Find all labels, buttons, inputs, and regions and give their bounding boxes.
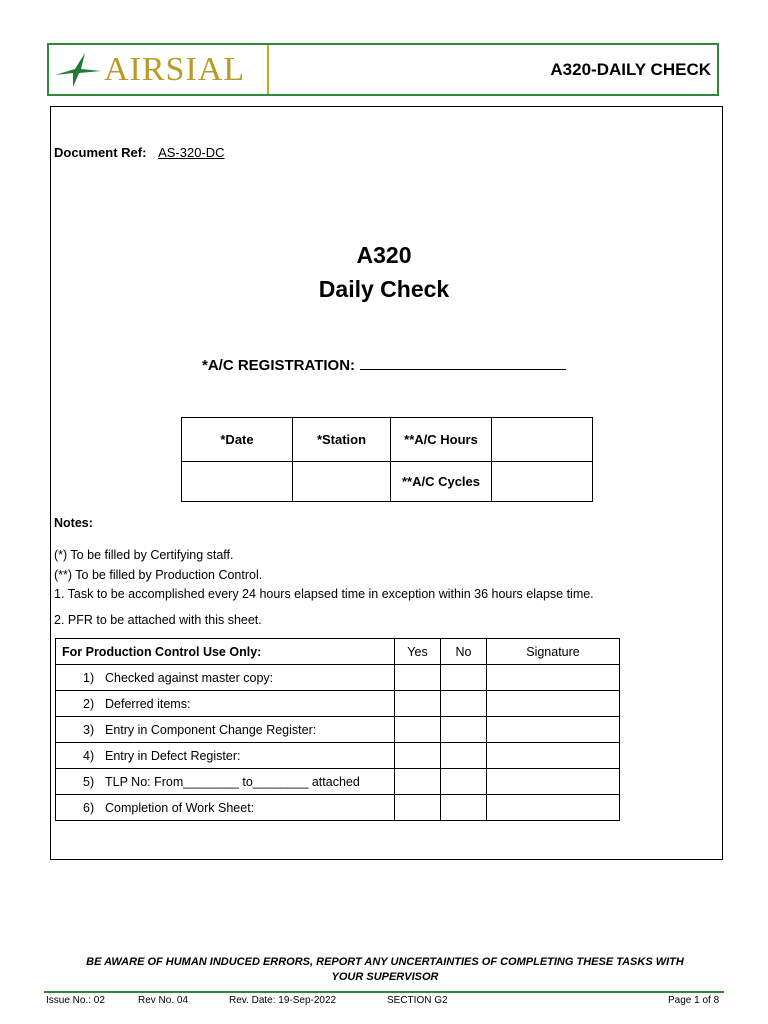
ac-cycles-field[interactable] (492, 462, 593, 502)
signature-cell[interactable] (487, 743, 620, 769)
registration-field (202, 355, 566, 374)
signature-cell[interactable] (487, 717, 620, 743)
no-cell[interactable] (441, 795, 487, 821)
row-label: Checked against master copy: (105, 670, 274, 685)
ac-cycles-label: **A/C Cycles (391, 462, 492, 502)
footer-section: SECTION G2 (387, 995, 448, 1006)
row-number: 6) (83, 800, 95, 815)
yes-cell[interactable] (395, 795, 441, 821)
notes-title: Notes: (54, 516, 93, 530)
station-header: *Station (293, 418, 391, 462)
yes-cell[interactable] (395, 743, 441, 769)
table-row (56, 665, 620, 691)
row-label: Entry in Defect Register: (105, 748, 241, 763)
row-label: TLP No: From________ to________ attached (105, 774, 360, 789)
note-item: (*) To be filled by Certifying staff. (54, 548, 234, 562)
no-cell[interactable] (441, 743, 487, 769)
no-cell[interactable] (441, 691, 487, 717)
row-number: 5) (83, 774, 95, 789)
row-label: Entry in Component Change Register: (105, 722, 317, 737)
production-control-table (55, 638, 620, 821)
ac-hours-field[interactable] (492, 418, 593, 462)
footer-page: Page 1 of 8 (668, 995, 720, 1006)
note-item: (**) To be filled by Production Control. (54, 568, 263, 582)
date-field[interactable] (182, 462, 293, 502)
table-row (56, 769, 620, 795)
row-number: 4) (83, 748, 95, 763)
signature-header: Signature (487, 639, 620, 665)
yes-cell[interactable] (395, 769, 441, 795)
ac-hours-label: **A/C Hours (391, 418, 492, 462)
warning-text: BE AWARE OF HUMAN INDUCED ERRORS, REPORT ANY UNCERTAINTIES OF COMPLETING THESE TASKS WITH YOUR SUPERVISOR (86, 956, 684, 983)
row-number: 2) (83, 696, 95, 711)
yes-header: Yes (395, 639, 441, 665)
registration-blank[interactable] (360, 355, 566, 370)
row-number: 3) (83, 722, 95, 737)
yes-cell[interactable] (395, 665, 441, 691)
row-label: Completion of Work Sheet: (105, 800, 255, 815)
footer-rev-date: Rev. Date: 19-Sep-2022 (229, 995, 337, 1006)
no-cell[interactable] (441, 717, 487, 743)
yes-cell[interactable] (395, 691, 441, 717)
yes-cell[interactable] (395, 717, 441, 743)
table-row (56, 691, 620, 717)
no-header: No (441, 639, 487, 665)
signature-cell[interactable] (487, 795, 620, 821)
brand-name: AIRSIAL (104, 51, 246, 88)
station-field[interactable] (293, 462, 391, 502)
airsial-star-icon (55, 53, 101, 87)
document-header (47, 43, 719, 96)
footer-divider (44, 991, 724, 993)
registration-label: *A/C REGISTRATION: (202, 357, 356, 374)
signature-cell[interactable] (487, 665, 620, 691)
header-title: A320-DAILY CHECK (550, 60, 711, 79)
no-cell[interactable] (441, 769, 487, 795)
signature-cell[interactable] (487, 691, 620, 717)
note-item: 1. Task to be accomplished every 24 hours elapsed time in exception within 36 hours elapse time. (54, 587, 594, 601)
note-item: 2. PFR to be attached with this sheet. (54, 613, 262, 627)
no-cell[interactable] (441, 665, 487, 691)
row-label: Deferred items: (105, 696, 191, 711)
production-control-header: For Production Control Use Only: (56, 639, 395, 665)
table-row (56, 795, 620, 821)
date-header: *Date (182, 418, 293, 462)
document-ref (54, 145, 225, 160)
row-number: 1) (83, 670, 95, 685)
page-title: A320 (356, 242, 412, 268)
footer-issue: Issue No.: 02 (46, 995, 105, 1006)
table-row (56, 743, 620, 769)
table-row (56, 717, 620, 743)
document-ref-label: Document Ref: (54, 145, 147, 160)
airsial-logo (49, 45, 269, 94)
document-ref-value: AS-320-DC (158, 145, 225, 160)
signature-cell[interactable] (487, 769, 620, 795)
info-table (181, 417, 593, 502)
footer-rev: Rev No. 04 (138, 995, 189, 1006)
page-subtitle: Daily Check (318, 276, 450, 302)
